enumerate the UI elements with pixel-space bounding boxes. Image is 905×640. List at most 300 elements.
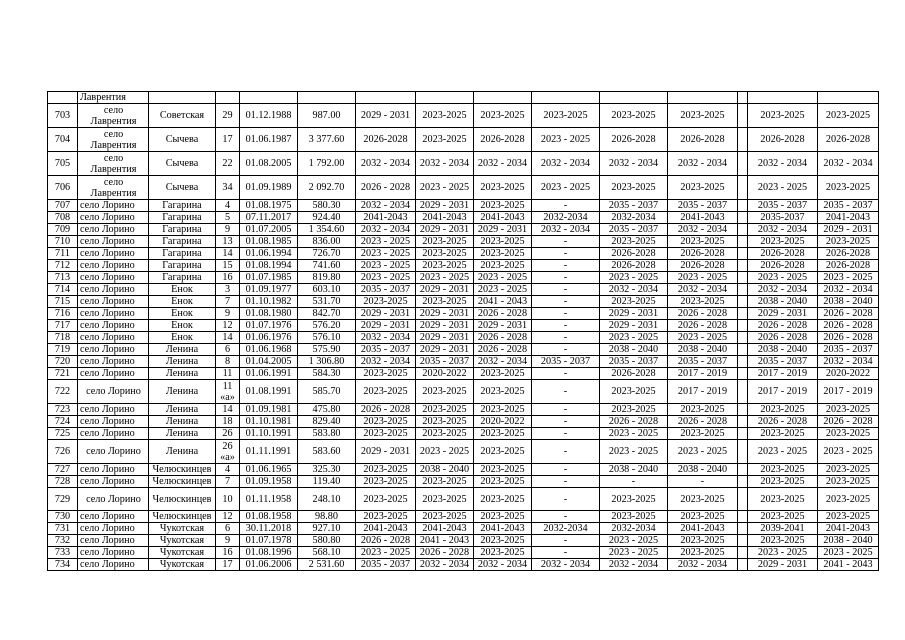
- cell-house: 34: [216, 176, 240, 200]
- cell-c5: 2023 - 2025: [600, 272, 668, 284]
- cell-area: 576.20: [298, 320, 356, 332]
- cell-c8: 2035 - 2037: [818, 344, 879, 356]
- cell-date: 01.07.1976: [240, 320, 298, 332]
- cell-c4: 2023 - 2025: [532, 176, 600, 200]
- cell-area: 836.00: [298, 236, 356, 248]
- table-row: [48, 523, 879, 535]
- cell-spacer: [738, 296, 748, 308]
- cell-c2: 2023-2025: [416, 380, 474, 404]
- cell-c3: 2023-2025: [474, 488, 532, 511]
- cell-c8: 2023-2025: [818, 488, 879, 511]
- cell-c1: 2035 - 2037: [356, 284, 416, 296]
- cell-area: 741.60: [298, 260, 356, 272]
- table-row: [48, 176, 879, 200]
- cell-c5: 2035 - 2037: [600, 200, 668, 212]
- cell-c3: 2041-2043: [474, 212, 532, 224]
- cell-street: Енок: [149, 296, 216, 308]
- cell-c4: -: [532, 404, 600, 416]
- cell-c8: 2041-2043: [818, 523, 879, 535]
- cell-loc: село Лорино: [78, 248, 149, 260]
- cell-no: 705: [48, 152, 78, 176]
- cell-date: 01.04.2005: [240, 356, 298, 368]
- cell-c6: 2017 - 2019: [668, 380, 738, 404]
- cell-street: Енок: [149, 308, 216, 320]
- cell-house: 12: [216, 511, 240, 523]
- cell-c2: 2029 - 2031: [416, 332, 474, 344]
- cell-c7: 2023 - 2025: [748, 440, 818, 464]
- cell-house: 17: [216, 128, 240, 152]
- cell-c8: 2041-2043: [818, 212, 879, 224]
- cell-house: 3: [216, 284, 240, 296]
- cell-c8: 2023-2025: [818, 428, 879, 440]
- cell-date: 01.12.1988: [240, 104, 298, 128]
- cell-c3: 2032 - 2034: [474, 152, 532, 176]
- table-row: [48, 212, 879, 224]
- cell-c6: 2032 - 2034: [668, 559, 738, 571]
- cell-date: 01.08.1991: [240, 380, 298, 404]
- cell-date: 01.06.1968: [240, 344, 298, 356]
- cell-c5: 2032-2034: [600, 212, 668, 224]
- cell-c2: 2029 - 2031: [416, 344, 474, 356]
- cell-c8: 2038 - 2040: [818, 296, 879, 308]
- cell-c1: 2026 - 2028: [356, 404, 416, 416]
- cell-c1: 2032 - 2034: [356, 200, 416, 212]
- table-row: [48, 488, 879, 511]
- cell-spacer: [738, 416, 748, 428]
- table-row: [48, 236, 879, 248]
- cell-c3: 2023-2025: [474, 104, 532, 128]
- cell-c3: 2023-2025: [474, 440, 532, 464]
- cell-c1: 2023 - 2025: [356, 547, 416, 559]
- cell-loc: село Лорино: [78, 559, 149, 571]
- cell-c5: 2035 - 2037: [600, 356, 668, 368]
- cell-area: [298, 92, 356, 104]
- cell-loc: село Лорино: [78, 464, 149, 476]
- cell-c6: 2023 - 2025: [668, 272, 738, 284]
- cell-c8: 2032 - 2034: [818, 356, 879, 368]
- cell-no: 720: [48, 356, 78, 368]
- cell-c3: 2023 - 2025: [474, 272, 532, 284]
- cell-c4: -: [532, 248, 600, 260]
- cell-street: Гагарина: [149, 260, 216, 272]
- cell-area: 568.10: [298, 547, 356, 559]
- cell-c1: 2023-2025: [356, 416, 416, 428]
- cell-c4: -: [532, 236, 600, 248]
- cell-c7: 2023-2025: [748, 511, 818, 523]
- cell-c3: 2029 - 2031: [474, 224, 532, 236]
- cell-no: 718: [48, 332, 78, 344]
- cell-c6: 2023-2025: [668, 511, 738, 523]
- cell-c5: 2023-2025: [600, 176, 668, 200]
- cell-loc: село Лорино: [78, 356, 149, 368]
- cell-c7: 2023-2025: [748, 488, 818, 511]
- cell-loc: село Лорино: [78, 523, 149, 535]
- cell-c2: [416, 92, 474, 104]
- cell-spacer: [738, 368, 748, 380]
- cell-area: 580.30: [298, 200, 356, 212]
- cell-spacer: [738, 380, 748, 404]
- cell-c6: 2023-2025: [668, 296, 738, 308]
- cell-street: Гагарина: [149, 224, 216, 236]
- cell-c2: 2023-2025: [416, 248, 474, 260]
- cell-c5: 2032 - 2034: [600, 284, 668, 296]
- cell-spacer: [738, 236, 748, 248]
- cell-date: 01.09.1981: [240, 404, 298, 416]
- cell-no: 731: [48, 523, 78, 535]
- cell-loc: село Лаврентия: [78, 152, 149, 176]
- cell-c7: 2023-2025: [748, 464, 818, 476]
- cell-c4: -: [532, 488, 600, 511]
- cell-street: Ленина: [149, 344, 216, 356]
- cell-date: 01.06.2006: [240, 559, 298, 571]
- cell-c3: 2026-2028: [474, 128, 532, 152]
- cell-c6: 2035 - 2037: [668, 200, 738, 212]
- cell-c3: 2032 - 2034: [474, 356, 532, 368]
- cell-date: 01.09.1958: [240, 476, 298, 488]
- cell-c5: 2023 - 2025: [600, 428, 668, 440]
- cell-c6: 2041-2043: [668, 523, 738, 535]
- cell-c2: 2023-2025: [416, 428, 474, 440]
- cell-c2: 2041-2043: [416, 523, 474, 535]
- cell-c7: 2035 - 2037: [748, 356, 818, 368]
- cell-spacer: [738, 92, 748, 104]
- cell-c2: 2023-2025: [416, 236, 474, 248]
- cell-house: 7: [216, 476, 240, 488]
- cell-c8: 2026-2028: [818, 260, 879, 272]
- cell-area: 829.40: [298, 416, 356, 428]
- cell-spacer: [738, 547, 748, 559]
- cell-spacer: [738, 176, 748, 200]
- cell-loc: село Лаврентия: [78, 104, 149, 128]
- cell-c5: 2026-2028: [600, 248, 668, 260]
- cell-c2: 2035 - 2037: [416, 356, 474, 368]
- cell-area: 119.40: [298, 476, 356, 488]
- cell-c6: 2038 - 2040: [668, 344, 738, 356]
- cell-street: Ленина: [149, 356, 216, 368]
- cell-c2: 2023 - 2025: [416, 176, 474, 200]
- cell-c3: 2032 - 2034: [474, 559, 532, 571]
- cell-date: 01.09.1977: [240, 284, 298, 296]
- cell-c3: 2023-2025: [474, 476, 532, 488]
- cell-c3: 2023-2025: [474, 428, 532, 440]
- cell-date: 01.08.2005: [240, 152, 298, 176]
- cell-date: 01.06.1991: [240, 368, 298, 380]
- cell-area: 585.70: [298, 380, 356, 404]
- cell-c3: 2023-2025: [474, 547, 532, 559]
- cell-no: 714: [48, 284, 78, 296]
- cell-c6: 2026 - 2028: [668, 320, 738, 332]
- cell-c5: 2026 - 2028: [600, 416, 668, 428]
- cell-street: Советская: [149, 104, 216, 128]
- cell-c7: 2035-2037: [748, 212, 818, 224]
- cell-c5: 2023 - 2025: [600, 440, 668, 464]
- cell-no: 722: [48, 380, 78, 404]
- cell-c6: 2032 - 2034: [668, 284, 738, 296]
- cell-c3: 2023-2025: [474, 260, 532, 272]
- cell-street: Ленина: [149, 428, 216, 440]
- cell-c6: 2026-2028: [668, 128, 738, 152]
- cell-c3: 2026 - 2028: [474, 344, 532, 356]
- cell-c4: -: [532, 511, 600, 523]
- cell-no: 727: [48, 464, 78, 476]
- cell-c5: 2023 - 2025: [600, 332, 668, 344]
- cell-c6: 2023-2025: [668, 104, 738, 128]
- table-row: [48, 559, 879, 571]
- cell-spacer: [738, 128, 748, 152]
- table-row: [48, 344, 879, 356]
- cell-date: 01.08.1996: [240, 547, 298, 559]
- cell-loc: село Лорино: [78, 200, 149, 212]
- cell-c8: 2032 - 2034: [818, 284, 879, 296]
- cell-c4: -: [532, 260, 600, 272]
- cell-spacer: [738, 523, 748, 535]
- cell-c8: 2023 - 2025: [818, 547, 879, 559]
- cell-house: 5: [216, 212, 240, 224]
- table-row: [48, 128, 879, 152]
- cell-c6: 2026 - 2028: [668, 308, 738, 320]
- cell-house: 7: [216, 296, 240, 308]
- cell-street: Челюскинцев: [149, 511, 216, 523]
- cell-house: 11: [216, 368, 240, 380]
- cell-house: 6: [216, 344, 240, 356]
- cell-date: [240, 92, 298, 104]
- cell-c8: 2023-2025: [818, 464, 879, 476]
- cell-c8: 2020-2022: [818, 368, 879, 380]
- cell-street: Челюскинцев: [149, 464, 216, 476]
- cell-no: 704: [48, 128, 78, 152]
- cell-street: Енок: [149, 284, 216, 296]
- cell-c7: 2023-2025: [748, 236, 818, 248]
- cell-c3: 2023-2025: [474, 248, 532, 260]
- cell-c5: 2032 - 2034: [600, 152, 668, 176]
- cell-c3: 2023-2025: [474, 535, 532, 547]
- cell-house: 14: [216, 404, 240, 416]
- cell-c8: 2023 - 2025: [818, 440, 879, 464]
- cell-loc: Лаврентия: [78, 92, 149, 104]
- cell-c6: 2023-2025: [668, 404, 738, 416]
- cell-c5: 2038 - 2040: [600, 344, 668, 356]
- cell-street: Гагарина: [149, 236, 216, 248]
- cell-c7: 2023 - 2025: [748, 547, 818, 559]
- cell-loc: село Лорино: [78, 308, 149, 320]
- cell-loc: село Лорино: [78, 236, 149, 248]
- cell-c8: 2032 - 2034: [818, 152, 879, 176]
- cell-c4: -: [532, 368, 600, 380]
- cell-loc: село Лорино: [78, 368, 149, 380]
- cell-c1: 2023-2025: [356, 488, 416, 511]
- cell-loc: село Лорино: [78, 488, 149, 511]
- cell-area: 583.80: [298, 428, 356, 440]
- cell-spacer: [738, 344, 748, 356]
- cell-spacer: [738, 476, 748, 488]
- cell-area: 98.80: [298, 511, 356, 523]
- cell-no: 716: [48, 308, 78, 320]
- cell-c1: 2023 - 2025: [356, 272, 416, 284]
- cell-c8: 2035 - 2037: [818, 200, 879, 212]
- cell-c5: -: [600, 476, 668, 488]
- cell-spacer: [738, 332, 748, 344]
- cell-c2: 2023-2025: [416, 104, 474, 128]
- cell-c5: 2026-2028: [600, 260, 668, 272]
- cell-c6: 2023-2025: [668, 488, 738, 511]
- cell-c2: 2023-2025: [416, 260, 474, 272]
- cell-loc: село Лорино: [78, 320, 149, 332]
- cell-c5: 2029 - 2031: [600, 308, 668, 320]
- cell-loc: село Лорино: [78, 476, 149, 488]
- cell-spacer: [738, 440, 748, 464]
- table-row: [48, 464, 879, 476]
- cell-c4: 2023-2025: [532, 104, 600, 128]
- cell-c2: 2029 - 2031: [416, 284, 474, 296]
- cell-date: 01.06.1976: [240, 332, 298, 344]
- cell-c3: 2023-2025: [474, 464, 532, 476]
- cell-house: 15: [216, 260, 240, 272]
- cell-street: Гагарина: [149, 272, 216, 284]
- table-row: [48, 535, 879, 547]
- cell-c4: -: [532, 308, 600, 320]
- cell-c1: 2029 - 2031: [356, 320, 416, 332]
- table-row: [48, 416, 879, 428]
- table-row: [48, 404, 879, 416]
- table-row: [48, 368, 879, 380]
- cell-c5: 2029 - 2031: [600, 320, 668, 332]
- table-row: [48, 296, 879, 308]
- cell-loc: село Лорино: [78, 260, 149, 272]
- cell-loc: село Лорино: [78, 332, 149, 344]
- cell-house: 22: [216, 152, 240, 176]
- cell-c2: 2023-2025: [416, 404, 474, 416]
- cell-c8: 2023 - 2025: [818, 272, 879, 284]
- cell-no: 728: [48, 476, 78, 488]
- cell-house: 26: [216, 428, 240, 440]
- cell-c3: 2023 - 2025: [474, 284, 532, 296]
- cell-area: 1 354.60: [298, 224, 356, 236]
- cell-c5: 2023-2025: [600, 236, 668, 248]
- cell-c4: -: [532, 464, 600, 476]
- table-row: [48, 428, 879, 440]
- cell-spacer: [738, 535, 748, 547]
- cell-c1: 2023-2025: [356, 428, 416, 440]
- cell-c8: 2023-2025: [818, 511, 879, 523]
- cell-c4: -: [532, 416, 600, 428]
- cell-area: 603.10: [298, 284, 356, 296]
- cell-loc: село Лорино: [78, 380, 149, 404]
- cell-area: 842.70: [298, 308, 356, 320]
- cell-no: 721: [48, 368, 78, 380]
- cell-c2: 2023-2025: [416, 296, 474, 308]
- cell-spacer: [738, 464, 748, 476]
- cell-spacer: [738, 428, 748, 440]
- cell-loc: село Лорино: [78, 344, 149, 356]
- cell-c7: 2026-2028: [748, 248, 818, 260]
- cell-c3: 2023-2025: [474, 511, 532, 523]
- cell-no: 709: [48, 224, 78, 236]
- cell-date: 01.07.1978: [240, 535, 298, 547]
- cell-c4: 2032 - 2034: [532, 152, 600, 176]
- cell-c4: -: [532, 296, 600, 308]
- cell-house: 14: [216, 332, 240, 344]
- table-row: [48, 224, 879, 236]
- table-row: [48, 260, 879, 272]
- cell-area: 987.00: [298, 104, 356, 128]
- cell-street: Ленина: [149, 368, 216, 380]
- cell-c4: 2035 - 2037: [532, 356, 600, 368]
- cell-c4: 2032-2034: [532, 523, 600, 535]
- table-row: [48, 511, 879, 523]
- cell-c7: [748, 92, 818, 104]
- cell-street: Чукотская: [149, 523, 216, 535]
- cell-c2: 2020-2022: [416, 368, 474, 380]
- cell-c1: 2035 - 2037: [356, 559, 416, 571]
- cell-c2: 2041-2043: [416, 212, 474, 224]
- cell-area: 819.80: [298, 272, 356, 284]
- cell-c6: 2023-2025: [668, 547, 738, 559]
- cell-c6: 2032 - 2034: [668, 152, 738, 176]
- cell-c7: 2038 - 2040: [748, 344, 818, 356]
- cell-c6: 2038 - 2040: [668, 464, 738, 476]
- cell-date: 01.08.1985: [240, 236, 298, 248]
- cell-area: 927.10: [298, 523, 356, 535]
- cell-date: 30.11.2018: [240, 523, 298, 535]
- cell-house: 26 «а»: [216, 440, 240, 464]
- table-row: [48, 547, 879, 559]
- cell-c6: 2026-2028: [668, 248, 738, 260]
- cell-house: 4: [216, 464, 240, 476]
- cell-c8: 2017 - 2019: [818, 380, 879, 404]
- cell-c7: 2023 - 2025: [748, 272, 818, 284]
- cell-c7: 2032 - 2034: [748, 152, 818, 176]
- cell-no: 710: [48, 236, 78, 248]
- cell-street: Сычева: [149, 176, 216, 200]
- cell-date: 01.11.1991: [240, 440, 298, 464]
- cell-area: 3 377.60: [298, 128, 356, 152]
- cell-c4: -: [532, 332, 600, 344]
- cell-c5: 2023 - 2025: [600, 547, 668, 559]
- cell-house: 6: [216, 523, 240, 535]
- cell-c1: 2029 - 2031: [356, 440, 416, 464]
- cell-c3: 2023-2025: [474, 368, 532, 380]
- cell-date: 01.08.1980: [240, 308, 298, 320]
- cell-street: Енок: [149, 332, 216, 344]
- cell-c4: -: [532, 476, 600, 488]
- table-row: [48, 284, 879, 296]
- cell-c8: [818, 92, 879, 104]
- cell-c4: 2032-2034: [532, 212, 600, 224]
- cell-c7: 2023-2025: [748, 404, 818, 416]
- cell-c6: 2026 - 2028: [668, 416, 738, 428]
- cell-area: 1 792.00: [298, 152, 356, 176]
- cell-loc: село Лорино: [78, 224, 149, 236]
- cell-c2: 2041 - 2043: [416, 535, 474, 547]
- cell-area: 531.70: [298, 296, 356, 308]
- cell-no: 715: [48, 296, 78, 308]
- cell-street: Гагарина: [149, 212, 216, 224]
- cell-loc: село Лорино: [78, 535, 149, 547]
- cell-c4: -: [532, 547, 600, 559]
- cell-c3: 2029 - 2031: [474, 320, 532, 332]
- cell-c5: 2032 - 2034: [600, 559, 668, 571]
- cell-c5: 2023-2025: [600, 380, 668, 404]
- cell-date: 01.08.1994: [240, 260, 298, 272]
- cell-c6: 2017 - 2019: [668, 368, 738, 380]
- cell-spacer: [738, 356, 748, 368]
- cell-no: 717: [48, 320, 78, 332]
- cell-c1: 2023-2025: [356, 464, 416, 476]
- cell-date: 01.11.1958: [240, 488, 298, 511]
- cell-c7: 2023-2025: [748, 476, 818, 488]
- cell-c4: -: [532, 284, 600, 296]
- cell-street: Чукотская: [149, 547, 216, 559]
